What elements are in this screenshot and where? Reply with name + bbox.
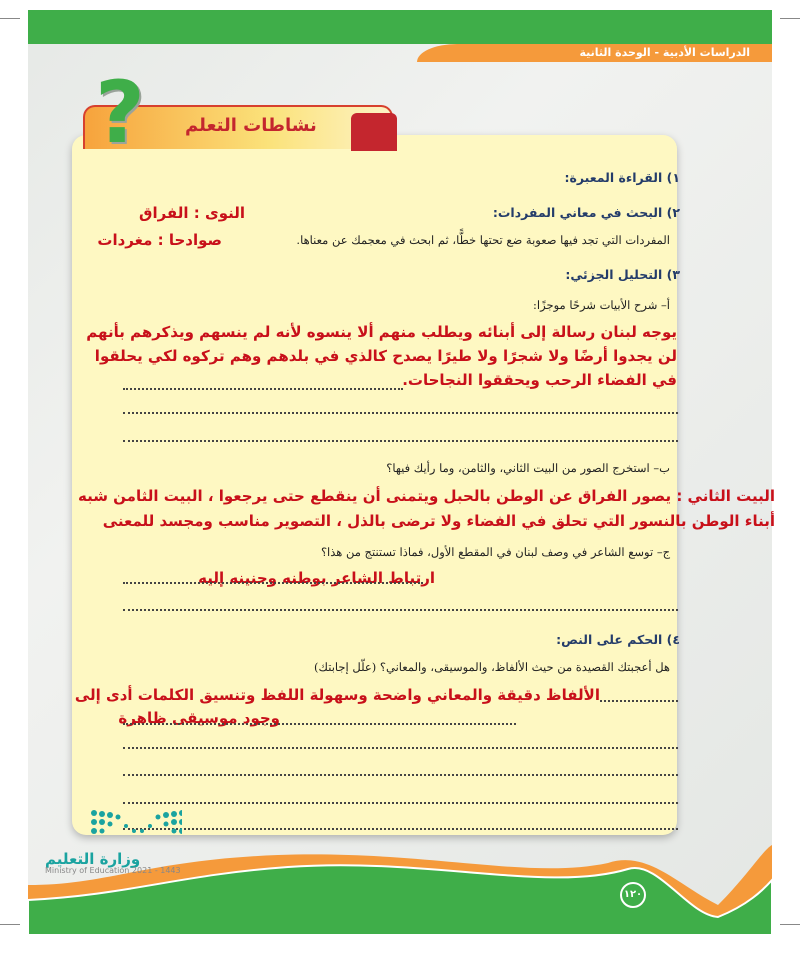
unit-tab: الدراسات الأدبية - الوحدة الثانية [417, 44, 772, 62]
banner-decoration [351, 113, 397, 151]
answer-a-line: يوجه لبنان رسالة إلى أبنائه ويطلب منهم ألا ينسوه لأنه لم ينسهم ويذكرهم بأنهم [86, 323, 677, 341]
answer-line [123, 723, 516, 725]
answer-a-line: في الفضاء الرحب ويحققوا النجاحات. [402, 371, 677, 389]
edition-year: 2021 - 1443 [131, 866, 181, 875]
answer-a-line: لن يجدوا أرضًا ولا شجرًا ولا طيرًا يصدح كالذي في بلدهم وهم تركوه لكي يحلقوا [94, 347, 677, 365]
answer-line [123, 609, 678, 611]
answer-line [123, 412, 678, 414]
answer-line [123, 774, 678, 776]
crop-mark [0, 924, 20, 925]
question-4: هل أعجبتك القصيدة من حيث الألفاظ، والموسيقى، والمعاني؟ (علّل إجابتك) [314, 660, 670, 674]
answer-b-line: البيت الثاني : يصور الفراق عن الوطن بالحبل ويتمنى أن ينقطع حتى يرجعوا ، البيت الثامن شبه [77, 487, 775, 505]
question-a: أ– شرح الأبيات شرحًا موجزًا: [533, 298, 670, 312]
ministry-name-english [45, 866, 181, 875]
answer-line [123, 440, 678, 442]
answer-b-line: أبناء الوطن بالنسور التي تحلق في الفضاء ولا ترضى بالذل ، التصوير مناسب ومجسد للمعنى [102, 512, 775, 530]
section-3-heading: ٣) التحليل الجزئي: [565, 267, 680, 282]
crop-mark [780, 18, 800, 19]
crop-mark [0, 18, 20, 19]
ministry-name-arabic: وزارة التعليم [45, 850, 141, 868]
answer-line [123, 582, 423, 584]
question-mark-icon: ? [95, 63, 145, 163]
banner-title: نشاطات التعلم [185, 115, 317, 136]
answer-c: ارتباط الشاعر بوطنه وحنينه إليه [198, 569, 435, 587]
answer-4-line: وجود موسيقى ظاهرة [118, 709, 280, 727]
section-4-heading: ٤) الحكم على النص: [556, 632, 680, 647]
answer-line [600, 700, 678, 702]
question-c: ج– توسع الشاعر في وصف لبنان في المقطع الأول، فماذا تستنتج من هذا؟ [320, 545, 670, 559]
answer-line [123, 802, 678, 804]
crop-mark [780, 924, 800, 925]
section-2-instruction: المفردات التي تجد فيها صعوبة ضع تحتها خطًّا، ثم ابحث في معجمك عن معناها. [296, 233, 670, 247]
answer-line [123, 747, 678, 749]
question-b: ب– استخرج الصور من البيت الثاني، والثامن، وما رأيك فيها؟ [386, 461, 670, 475]
vocab-answer-1: النوى : الفراق [139, 204, 245, 222]
answer-4-line: الألفاظ دقيقة والمعاني واضحة وسهولة اللفظ وتنسيق الكلمات أدى إلى [74, 686, 600, 704]
page-number: ١٢٠ [620, 882, 646, 908]
ministry-en-text: Ministry of Education [45, 866, 130, 875]
section-2-heading: ٢) البحث في معاني المفردات: [492, 205, 680, 220]
top-green-band [28, 10, 772, 44]
ministry-logo-icon [42, 805, 182, 845]
answer-line [123, 828, 678, 830]
section-1-heading: ١) القراءة المعبرة: [564, 170, 680, 185]
vocab-answer-2: صوادحا : مغردات [97, 231, 222, 249]
answer-line [123, 388, 403, 390]
